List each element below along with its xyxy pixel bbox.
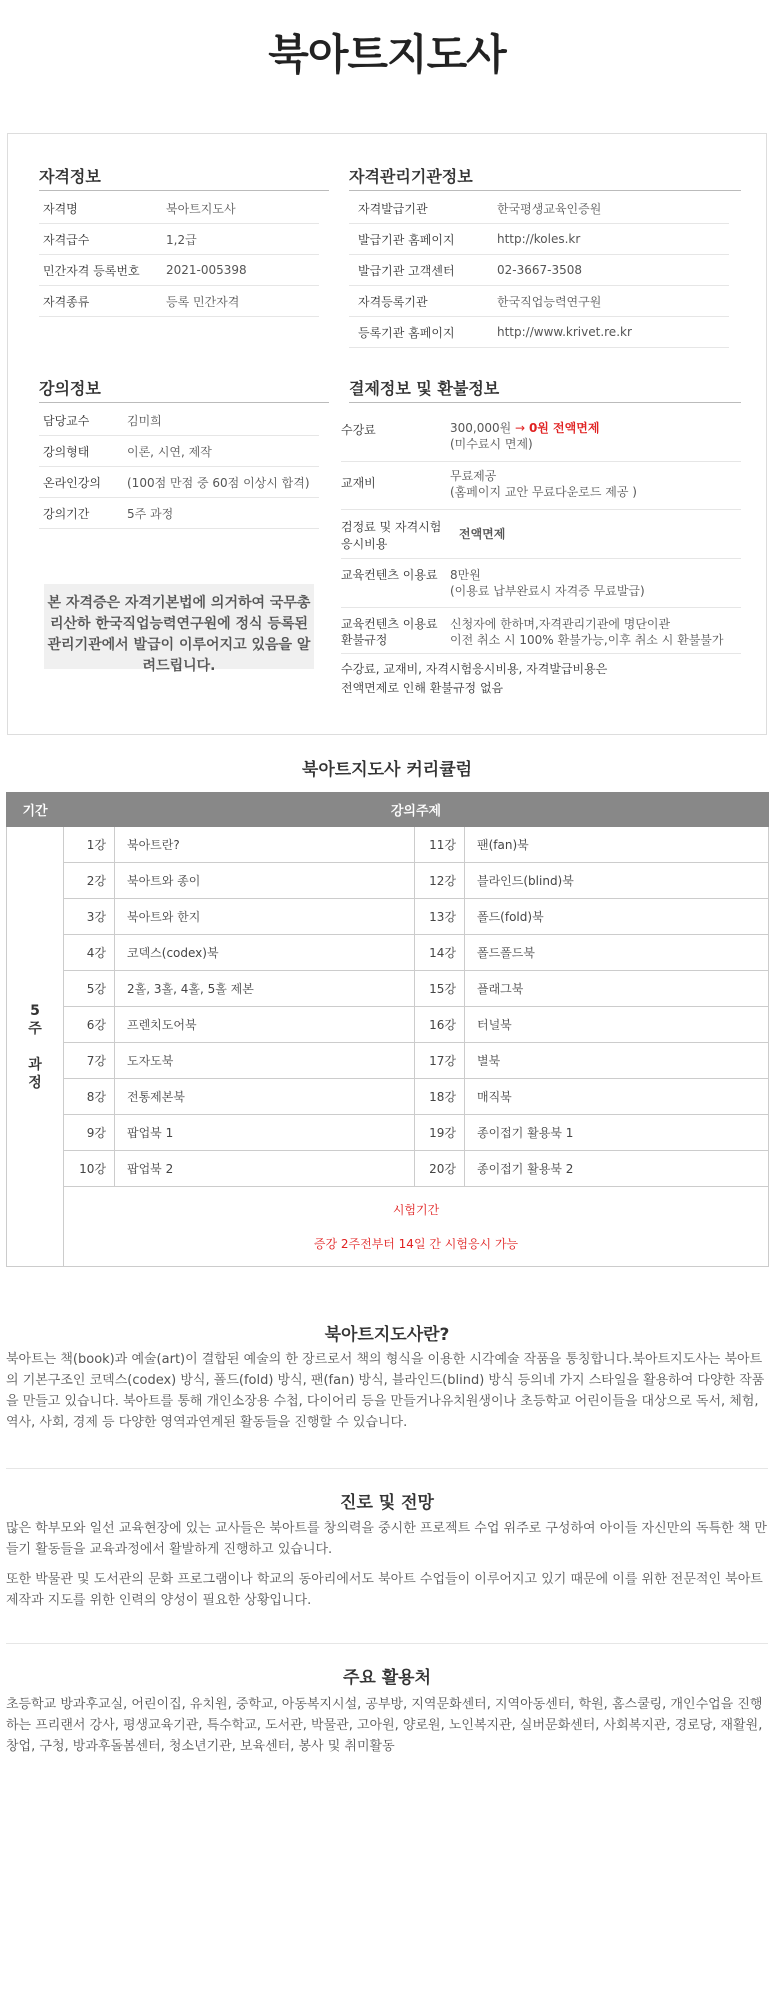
- lesson-topic: 팬(fan)북: [465, 827, 769, 863]
- lesson-topic: 매직북: [465, 1079, 769, 1115]
- refund-value-1: 신청자에 한하며,자격관리기관에 명단이관: [450, 617, 671, 631]
- agency-row: [349, 317, 729, 348]
- row-key: 온라인강의: [43, 475, 101, 490]
- curriculum-row: [7, 827, 769, 863]
- agency-row: [349, 193, 729, 224]
- lesson-topic: 팝업북 2: [115, 1151, 415, 1187]
- row-value: 5주 과정: [127, 506, 174, 521]
- exam-title: 시험기간: [392, 1202, 440, 1217]
- lesson-number: 9강: [64, 1115, 115, 1151]
- lesson-number: 4강: [64, 935, 115, 971]
- row-key: 강의형태: [43, 444, 90, 459]
- curriculum-row: [7, 1007, 769, 1043]
- agency-row: [349, 224, 729, 255]
- lesson-topic: 종이접기 활용북 1: [465, 1115, 769, 1151]
- qualification-row: [39, 286, 319, 317]
- period-line: 주: [28, 1020, 42, 1037]
- col-period: 기간: [7, 793, 64, 827]
- payment-fee-row: [341, 416, 741, 462]
- lesson-number: 7강: [64, 1043, 115, 1079]
- payment-divider: [349, 402, 741, 403]
- payment-footer-line-1: 수강료, 교재비, 자격시험응시비용, 자격발급비용은: [341, 662, 608, 676]
- lesson-topic: 북아트와 한지: [115, 899, 415, 935]
- curriculum-title: 북아트지도사 커리큘럼: [301, 760, 473, 780]
- payment-title: 결제정보 및 환불정보: [349, 379, 500, 398]
- lesson-number: 20강: [415, 1151, 465, 1187]
- row-key: 발급기관 고객센터: [358, 263, 455, 278]
- exam-label-1: 검정료 및 자격시험: [341, 520, 442, 534]
- curriculum-row: [7, 935, 769, 971]
- lesson-number: 19강: [415, 1115, 465, 1151]
- payment-material-row: [341, 464, 741, 510]
- lesson-topic: 폴드(fold)북: [465, 899, 769, 935]
- curriculum-table: [6, 792, 769, 1267]
- lesson-number: 13강: [415, 899, 465, 935]
- lesson-topic: 폴드폴드북: [465, 935, 769, 971]
- col-topic: 강의주제: [64, 793, 769, 827]
- row-key: 강의기간: [43, 506, 90, 521]
- row-value: 등록 민간자격: [166, 294, 240, 309]
- about-text: 북아트는 책(book)과 예술(art)이 결합된 예술의 한 장르로서 책의 형식을 이용한 시각예술 작품을 통칭합니다.북아트지도사는 북아트의 기본구조인 코덱스(codex) 방식, 폴드(fold) 방식, 팬(fan) 방식, 블라인드(blind) 방식 등의네 가지 스타일을 활용하여 다양한 작품을 만들고 있습니다. 북아트를 통해 개인소장용 수첩, 다이어리 등을 만들거나유치원생이나 초등학교 어린이들을 대상으로 독서, 체험, 역사, 사회, 경제 등 다양한 영역과연계된 활동들을 진행할 수 있습니다.: [6, 1352, 765, 1430]
- lesson-topic: 북아트와 종이: [115, 863, 415, 899]
- qualification-title: 자격정보: [39, 167, 101, 186]
- period-line: 정: [28, 1074, 42, 1091]
- lesson-number: 1강: [64, 827, 115, 863]
- career-text-1: 많은 학부모와 일선 교육현장에 있는 교사들은 북아트를 창의력을 중시한 프로젝트 수업 위주로 구성하여 아이들 자신만의 독특한 책 만들기 활동들을 교육과정에서 활발하게 진행하고 있습니다.: [6, 1521, 767, 1557]
- lesson-number: 6강: [64, 1007, 115, 1043]
- lecture-row: [39, 436, 319, 467]
- exam-row: [7, 1187, 769, 1267]
- qualification-row: [39, 224, 319, 255]
- refund-label-2: 환불규정: [341, 633, 388, 647]
- fee-free: 0원 전액면제: [528, 421, 600, 435]
- section-divider: [6, 1643, 768, 1644]
- lesson-topic: 플래그북: [465, 971, 769, 1007]
- lesson-number: 2강: [64, 863, 115, 899]
- usage-title: 주요 활용처: [342, 1668, 432, 1688]
- row-key: 자격종류: [43, 294, 90, 309]
- lesson-number: 15강: [415, 971, 465, 1007]
- row-value: 02-3667-3508: [497, 263, 583, 277]
- material-label: 교재비: [341, 476, 376, 490]
- exam-cell: [64, 1187, 769, 1267]
- payment-content-row: [341, 562, 741, 608]
- lesson-number: 18강: [415, 1079, 465, 1115]
- row-key: 민간자격 등록번호: [43, 263, 140, 278]
- homepage-link[interactable]: http://koles.kr: [497, 232, 581, 246]
- about-title: 북아트지도사란?: [324, 1325, 450, 1345]
- exam-desc: 증강 2주전부터 14일 간 시험응시 가능: [313, 1236, 519, 1251]
- agency-row: [349, 255, 729, 286]
- lecture-title: 강의정보: [39, 379, 101, 398]
- career-title: 진로 및 전망: [340, 1493, 434, 1513]
- fee-note: (미수료시 면제): [450, 437, 533, 451]
- section-divider: [6, 1468, 768, 1469]
- curriculum-row: [7, 899, 769, 935]
- qualification-row: [39, 193, 319, 224]
- lesson-topic: 블라인드(blind)북: [465, 863, 769, 899]
- row-value: 한국직업능력연구원: [497, 294, 602, 309]
- row-key: 발급기관 홈페이지: [358, 232, 455, 247]
- career-text-2: 또한 박물관 및 도서관의 문화 프로그램이나 학교의 동아리에서도 북아트 수업들이 이루어지고 있기 때문에 이를 위한 전문적인 북아트 제작과 지도를 위한 인력의 양성이 필요한 상황입니다.: [6, 1572, 763, 1608]
- lesson-topic: 별북: [465, 1043, 769, 1079]
- fee-price: 300,000원: [450, 421, 512, 435]
- info-box: [7, 133, 767, 735]
- registry-link[interactable]: http://www.krivet.re.kr: [497, 325, 632, 339]
- lecture-row: [39, 498, 319, 529]
- row-value: 이론, 시연, 제작: [127, 444, 212, 459]
- page-title: 북아트지도사: [268, 30, 506, 79]
- lesson-number: 5강: [64, 971, 115, 1007]
- curriculum-header-row: [7, 793, 769, 827]
- payment-footer: [341, 660, 607, 698]
- content-value: 8만원: [450, 568, 481, 582]
- lesson-topic: 도자도북: [115, 1043, 415, 1079]
- agency-divider: [349, 190, 741, 191]
- curriculum-row: [7, 1043, 769, 1079]
- lesson-number: 14강: [415, 935, 465, 971]
- period-cell: [7, 827, 64, 1267]
- lesson-number: 8강: [64, 1079, 115, 1115]
- curriculum-row: [7, 1115, 769, 1151]
- lesson-topic: 터널북: [465, 1007, 769, 1043]
- lesson-number: 3강: [64, 899, 115, 935]
- refund-value-2: 이전 취소 시 100% 환불가능,이후 취소 시 환불불가: [450, 633, 724, 647]
- lesson-topic: 2홀, 3홀, 4홀, 5홀 제본: [115, 971, 415, 1007]
- row-value: 1,2급: [166, 232, 197, 247]
- row-key: 자격급수: [43, 232, 90, 247]
- row-value: (100점 만점 중 60점 이상시 합격): [127, 475, 310, 490]
- curriculum-row: [7, 971, 769, 1007]
- material-value: 무료제공: [450, 469, 497, 483]
- certificate-notice: 본 자격증은 자격기본법에 의거하여 국무총리산하 한국직업능력연구원에 정식 등록된 관리기관에서 발급이 이루어지고 있음을 알려드립니다.: [44, 584, 314, 669]
- row-key: 자격발급기관: [358, 201, 428, 216]
- lecture-row: [39, 467, 319, 498]
- curriculum-row: [7, 863, 769, 899]
- usage-text: 초등학교 방과후교실, 어린이집, 유치원, 중학교, 아동복지시설, 공부방, 지역문화센터, 지역아동센터, 학원, 홈스쿨링, 개인수업을 진행하는 프리랜서 강사, 평생교육기관, 특수학교, 도서관, 박물관, 고아원, 양로원, 노인복지관, 실버문화센터, 사회복지관, 경로당, 재활원, 창업, 구청, 방과후돌봄센터, 청소년기관, 보육센터, 봉사 및 취미활동: [6, 1697, 763, 1754]
- lesson-topic: 팝업북 1: [115, 1115, 415, 1151]
- curriculum-row: [7, 1151, 769, 1187]
- payment-refund-row: [341, 610, 741, 654]
- lesson-number: 16강: [415, 1007, 465, 1043]
- agency-title: 자격관리기관정보: [349, 167, 473, 186]
- period-line: 5: [30, 1002, 40, 1019]
- refund-label-1: 교육컨텐츠 이용료: [341, 617, 438, 631]
- fee-value: [450, 420, 599, 436]
- curriculum-row: [7, 1079, 769, 1115]
- row-value: 한국평생교육인증원: [497, 201, 602, 216]
- agency-row: [349, 286, 729, 317]
- row-value: 김미희: [127, 413, 162, 428]
- lecture-divider: [39, 402, 329, 403]
- lesson-topic: 북아트란?: [115, 827, 415, 863]
- material-note: (홈페이지 교안 무료다운로드 제공 ): [450, 485, 637, 499]
- lesson-number: 11강: [415, 827, 465, 863]
- lesson-number: 10강: [64, 1151, 115, 1187]
- fee-label: 수강료: [341, 423, 376, 437]
- lecture-row: [39, 405, 319, 436]
- payment-footer-line-2: 전액면제로 인해 환불규정 없음: [341, 681, 504, 695]
- row-key: 등록기관 홈페이지: [358, 325, 455, 340]
- row-value: 북아트지도사: [166, 201, 236, 216]
- row-key: 담당교수: [43, 413, 90, 428]
- lesson-number: 17강: [415, 1043, 465, 1079]
- lesson-topic: 프렌치도어북: [115, 1007, 415, 1043]
- period-line: [7, 1038, 63, 1056]
- lesson-topic: 종이접기 활용북 2: [465, 1151, 769, 1187]
- qualification-row: [39, 255, 319, 286]
- qualification-divider: [39, 190, 329, 191]
- lesson-topic: 코덱스(codex)북: [115, 935, 415, 971]
- content-note: (이용료 납부완료시 자격증 무료발급): [450, 584, 645, 598]
- fee-arrow: →: [515, 421, 526, 435]
- exam-label-2: 응시비용: [341, 537, 388, 551]
- period-line: 과: [28, 1056, 42, 1073]
- payment-exam-row: [341, 513, 741, 559]
- content-label: 교육컨텐츠 이용료: [341, 568, 438, 582]
- lesson-topic: 전통제본북: [115, 1079, 415, 1115]
- row-value: 2021-005398: [166, 263, 247, 277]
- exam-value: 전액면제: [459, 527, 506, 541]
- lesson-number: 12강: [415, 863, 465, 899]
- row-key: 자격명: [43, 201, 78, 216]
- row-key: 자격등록기관: [358, 294, 428, 309]
